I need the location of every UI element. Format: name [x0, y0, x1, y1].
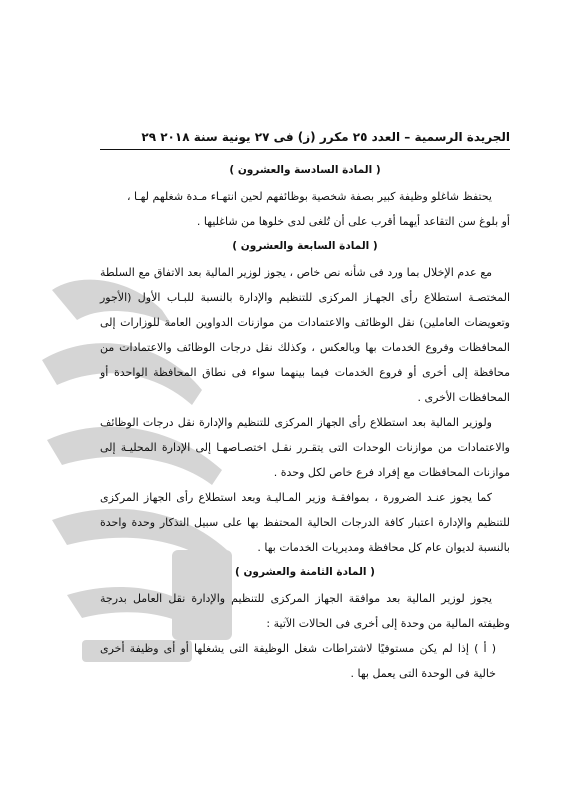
article-26-para-2: أو بلوغ سن التقاعد أيهما أقرب على أن تُلغى لدى خلوها من شاغليها . [196, 215, 510, 228]
article-28-heading: ( المادة الثامنة والعشرون ) [235, 566, 375, 578]
article-27-heading: ( المادة السابعة والعشرون ) [232, 240, 378, 252]
document-page [100, 130, 510, 686]
article-26-para-1: يحتفظ شاغلو وظيفة كبير بصفة شخصية بوظائفهم لحين انتهـاء مـدة شغلهم لهـا ، [126, 190, 492, 203]
article-27-para-1: مع عدم الإخلال بما ورد فى شأنه نص خاص ، يجوز لوزير المالية بعد الاتفاق مع السلطة المختصـة استطلاع رأى الجهـاز المركزى للتنظيم والإدارة بالنسبة للبـاب الأول (الأجور وتعويضات العاملين) نقل الوظائف والاعتمادات من موازنات الدواوين العامة للوزارات إلى المحافظات وفروع الخدمات بها وبالعكس ، وكذلك نقل درجات الوظائف والاعتمادات من محافظة إلى أخرى أو فروع الخدمات فيما بينهما سواء فى نطاق المحافظة الواحدة أو المحافظات الأخرى . [100, 266, 510, 404]
article-28-item-a: ( أ ) إذا لم يكن مستوفيًا لاشتراطات شغل الوظيفة التى يشغلها أو أى وظيفة أخرى خالية فى الوحدة التى يعمل بها . [100, 642, 496, 680]
article-27-para-3: كما يجوز عنـد الضرورة ، بموافقـة وزير المـاليـة وبعد استطلاع رأى الجهاز المركزى للتنظيم والإدارة اعتبار كافة الدرجات الحالية المحتفظ بها على سبيل التذكار وحدة واحدة بالنسبة لديوان عام كل محافظة ومديريات الخدمات بها . [100, 491, 510, 554]
article-28-para-1: يجوز لوزير المالية بعد موافقة الجهاز المركزى للتنظيم والإدارة نقل العامل بدرجة وظيفته المالية من وحدة إلى أخرى فى الحالات الآتية : [100, 592, 510, 630]
article-27-para-2: ولوزير المالية بعد استطلاع رأى الجهاز المركزى للتنظيم والإدارة نقل درجات الوظائف والاعتمادات من موازنات الوحدات التى يتقـرر نقـل اختصـاصهـا إلى الإدارة المحليـة إلى موازنات المحافظات مع إفراد فرع خاص لكل وحدة . [100, 416, 510, 479]
page-header: الجريدة الرسمية – العدد ٢٥ مكرر (ز) فى ٢٧ يونية سنة ٢٠١٨ ٢٩ [100, 130, 510, 150]
article-26-heading: ( المادة السادسة والعشرون ) [229, 164, 381, 176]
